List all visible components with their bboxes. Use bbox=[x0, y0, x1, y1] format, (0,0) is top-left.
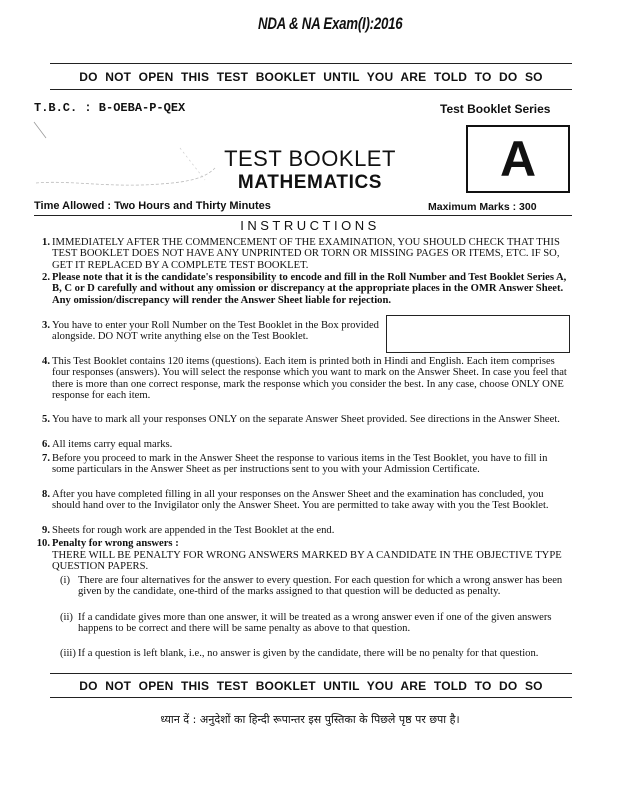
item-number: 3. bbox=[42, 320, 50, 331]
series-letter-box bbox=[466, 125, 570, 193]
item-text: After you have completed filling in all your responses on the Answer Sheet and the examination has concluded, you should hand over to the Invigilator only the Answer Sheet. You are permitted to take away with you the Test Booklet. bbox=[52, 489, 549, 512]
item-number: 9. bbox=[42, 525, 50, 536]
penalty-rule-iii bbox=[60, 648, 572, 659]
item-number: 10. bbox=[36, 538, 50, 549]
maximum-marks: Maximum Marks : 300 bbox=[428, 201, 537, 213]
instruction-item-1 bbox=[42, 237, 572, 271]
item-text: Sheets for rough work are appended in the Test Booklet at the end. bbox=[52, 525, 335, 536]
penalty-rule-ii bbox=[60, 612, 572, 635]
top-banner-rule bbox=[50, 89, 572, 90]
item-number: 2. bbox=[42, 272, 50, 283]
item-text: IMMEDIATELY AFTER THE COMMENCEMENT OF THE EXAMINATION, YOU SHOULD CHECK THAT THIS TEST BOOKLET DOES NOT HAVE ANY UNPRINTED OR TORN OR MISSING PAGES OR ITEMS, ETC. IF SO, GET IT REPLACED BY A COMPLETE TEST BOOKLET. bbox=[52, 237, 560, 271]
penalty-rule-i bbox=[60, 575, 572, 598]
item-number: 8. bbox=[42, 489, 50, 500]
sub-item-text: If a candidate gives more than one answer, it will be treated as a wrong answer even if one of the given answers happens to be correct and there will be same penalty as above to that question. bbox=[78, 612, 552, 635]
instruction-item-10 bbox=[36, 538, 572, 549]
penalty-statement bbox=[52, 550, 572, 573]
item-text: This Test Booklet contains 120 items (questions). Each item is printed both in Hindi and English. Each item comprises four responses (answers). You will select the response which you want to mark on the Answer Sheet. In case you feel that there is more than one correct response, mark the response which you consider the best. In any case, choose ONLY ONE response for each item. bbox=[52, 356, 567, 402]
instruction-item-9 bbox=[42, 525, 572, 536]
bottom-rule bbox=[50, 673, 572, 674]
time-allowed: Time Allowed : Two Hours and Thirty Minutes bbox=[34, 200, 271, 212]
instruction-item-6 bbox=[42, 439, 572, 450]
item-text: You have to enter your Roll Number on the Test Booklet in the Box provided alongside. DO NOT write anything else on the Test Booklet. bbox=[52, 320, 379, 343]
item-number: 7. bbox=[42, 453, 50, 464]
booklet-title: TEST BOOKLET bbox=[224, 146, 396, 171]
sub-item-number: (ii) bbox=[60, 612, 73, 623]
item-text: All items carry equal marks. bbox=[52, 439, 173, 450]
item-number: 6. bbox=[42, 439, 50, 450]
item-number: 1. bbox=[42, 237, 50, 248]
instruction-item-8 bbox=[42, 489, 572, 512]
item-text: Please note that it is the candidate's responsibility to encode and fill in the Roll Number and Test Booklet Series A, B, C or D carefully and without any omission or discrepancy at the appropriate places in the OMR Answer Sheet. Any omission/discrepancy will render the Answer Sheet liable for rejection. bbox=[52, 272, 567, 306]
sub-item-text: If a question is left blank, i.e., no answer is given by the candidate, there will be no penalty for that question. bbox=[78, 648, 539, 659]
instruction-item-7 bbox=[42, 453, 572, 476]
instructions-heading: INSTRUCTIONS bbox=[240, 218, 380, 233]
subject-title: MATHEMATICS bbox=[237, 172, 383, 193]
handwritten-exam-note: NDA & NA Exam(I):2016 bbox=[258, 14, 403, 33]
top-rule bbox=[50, 63, 572, 64]
item-text: Penalty for wrong answers : bbox=[52, 538, 179, 549]
bottom-banner: DO NOT OPEN THIS TEST BOOKLET UNTIL YOU ARE TOLD TO DO SO bbox=[79, 679, 543, 693]
item-number: 4. bbox=[42, 356, 50, 367]
bottom-banner-rule bbox=[50, 697, 572, 698]
header-rule bbox=[34, 215, 572, 216]
item-number: 5. bbox=[42, 414, 50, 425]
item-text: THERE WILL BE PENALTY FOR WRONG ANSWERS MARKED BY A CANDIDATE IN THE OBJECTIVE TYPE QUESTION PAPERS. bbox=[52, 550, 562, 573]
instruction-item-4 bbox=[42, 356, 572, 402]
test-booklet-series-label: Test Booklet Series bbox=[440, 102, 551, 116]
roll-number-box[interactable] bbox=[386, 315, 570, 353]
series-letter: A bbox=[499, 131, 537, 187]
item-text: You have to mark all your responses ONLY on the separate Answer Sheet provided. See directions in the Answer Sheet. bbox=[52, 414, 560, 425]
hindi-note: ध्यान दें : अनुदेशों का हिन्दी रूपान्तर इस पुस्तिका के पिछले पृष्ठ पर छपा है। bbox=[160, 713, 460, 726]
instruction-item-2 bbox=[42, 272, 572, 306]
sub-item-number: (iii) bbox=[60, 648, 76, 659]
sub-item-number: (i) bbox=[60, 575, 70, 586]
tbc-code: T.B.C. : B-OEBA-P-QEX bbox=[34, 101, 186, 115]
instruction-item-3 bbox=[42, 320, 382, 343]
sub-item-text: There are four alternatives for the answer to every question. For each question for which a wrong answer has been given by the candidate, one-third of the marks assigned to that question will be deducted as penalty. bbox=[78, 575, 563, 598]
item-text: Before you proceed to mark in the Answer Sheet the response to various items in the Test Booklet, you have to fill in some particulars in the Answer Sheet as per instructions sent to you with your Admission Certificate. bbox=[52, 453, 548, 476]
instruction-item-5 bbox=[42, 414, 572, 425]
top-banner: DO NOT OPEN THIS TEST BOOKLET UNTIL YOU ARE TOLD TO DO SO bbox=[79, 70, 543, 84]
